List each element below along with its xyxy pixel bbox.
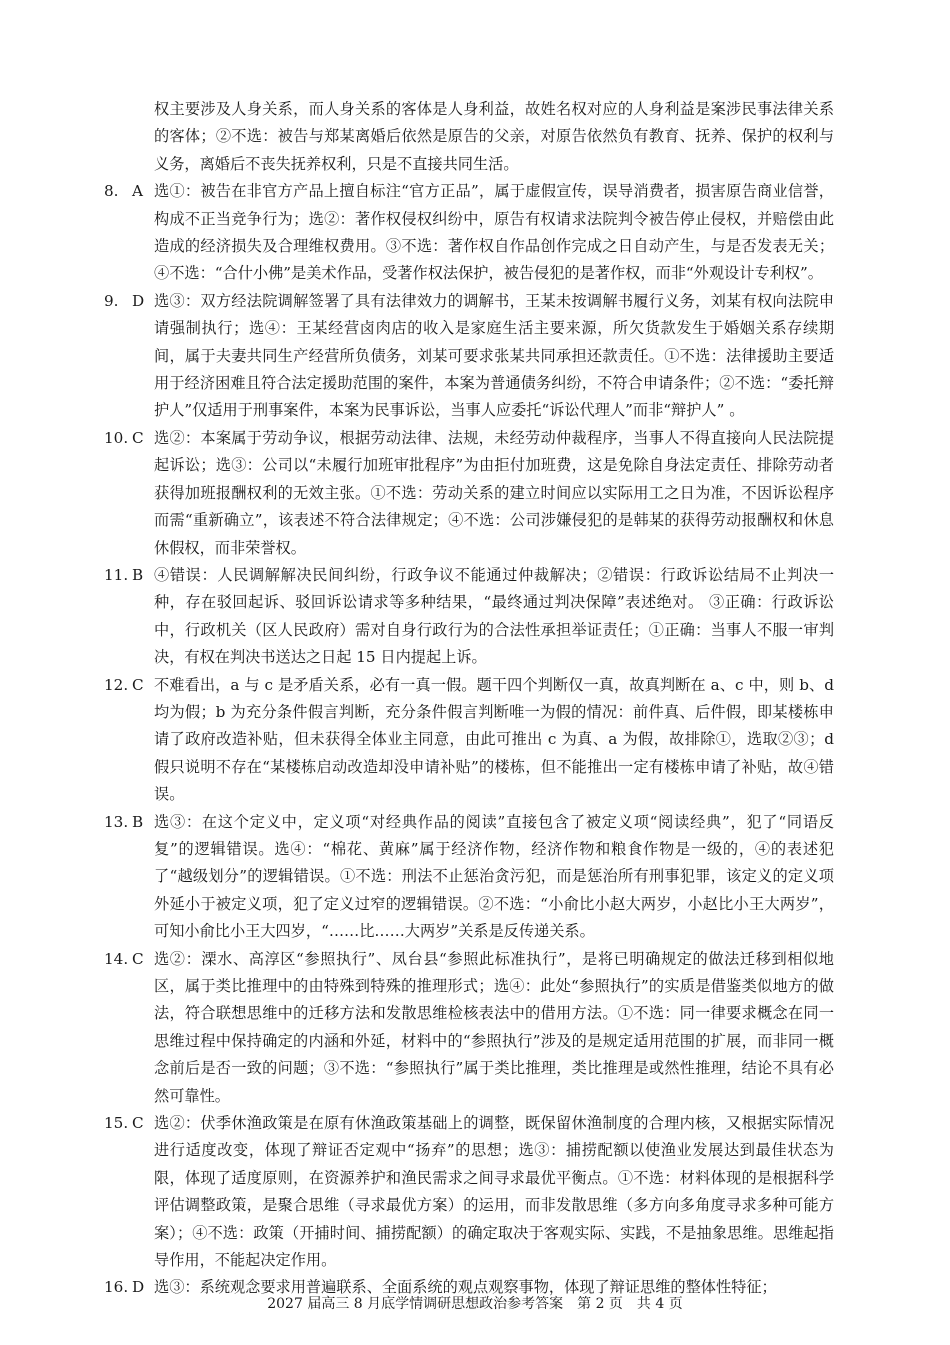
explanation-text: 选②：溧水、高淳区“参照执行”、凤台县“参照此标准执行”，是将已明确规定的做法迁移到相似地区，属于类比推理中的由特殊到特殊的推理形式；选④：此处“参照执行”的实质是借鉴类似地方的做法，符合联想思维中的迁移方法和发散思维检核表法中的借用方法。①不选：同一律要求概念在同一思维过程中保持确定的内涵和外延，材料中的“参照执行”涉及的是规定适用范围的扩展，而非同一概念前后是否一致的问题；③不选：“参照执行”属于类比推理，类比推理是或然性推理，结论不具有必然可靠性。 (154, 949, 834, 1105)
question-number: 13. (104, 812, 129, 831)
answer-item (104, 288, 834, 425)
explanation-text: 选③：系统观念要求用普遍联系、全面系统的观点观察事物，体现了辩证思维的整体性特征； (154, 1278, 777, 1297)
explanation-text: 选①：被告在非官方产品上擅自标注“官方正品”，属于虚假宣传，误导消费者，损害原告商业信誉，构成不正当竞争行为；选②：著作权侵权纠纷中，原告有权请求法院判令被告停止侵权，并赔偿由此造成的经济损失及合理维权费用。③不选：著作权自作品创作完成之日自动产生，与是否发表无关；④不选：“合什小佛”是美术作品，受著作权法保护，被告侵犯的是著作权，而非“外观设计专利权”。 (154, 182, 834, 283)
answer-letter: D (132, 291, 145, 310)
question-number: 12. (104, 675, 129, 694)
answer-item (104, 425, 834, 562)
explanation-text: 选③：双方经法院调解签署了具有法律效力的调解书，王某未按调解书履行义务，刘某有权向法院申请强制执行；选④：王某经营卤肉店的收入是家庭生活主要来源，所欠货款发生于婚姻关系存续期间，属于夫妻共同生产经营所负债务，刘某可要求张某共同承担还款责任。①不选：法律援助主要适用于经济困难且符合法定援助范围的案件，本案为普通债务纠纷，不符合申请条件；②不选：“委托辩护人”仅适用于刑事案件，本案为民事诉讼，当事人应委托“诉讼代理人”而非“辩护人” 。 (154, 291, 834, 420)
explanation-text: 选③：在这个定义中，定义项“对经典作品的阅读”直接包含了被定义项“阅读经典”，犯了“同语反复”的逻辑错误。选④：“棉花、黄麻”属于经济作物，经济作物和粮食作物是一级的，④的表述犯了“越级划分”的逻辑错误。①不选：刑法不止惩治贪污犯，而是惩治所有刑事犯罪，该定义的定义项外延小于被定义项，犯了定义过窄的逻辑错误。②不选：“小俞比小赵大两岁，小赵比小王大两岁”，可知小俞比小王大四岁，“……比……大两岁”关系是反传递关系。 (154, 812, 834, 941)
continuation-paragraph: 权主要涉及人身关系，而人身关系的客体是人身利益，故姓名权对应的人身利益是案涉民事法律关系的客体；②不选：被告与郑某离婚后依然是原告的父亲，对原告依然负有教育、抚养、保护的权利与义务，离婚后不丧失抚养权利，只是不直接共同生活。 (154, 100, 834, 173)
question-number: 15. (104, 1114, 129, 1133)
answer-item (104, 562, 834, 672)
explanation-text: 不难看出，a 与 c 是矛盾关系，必有一真一假。题干四个判断仅一真，故真判断在 a、c 中，则 b、d 均为假；b 为充分条件假言判断，充分条件假言判断唯一为假的情况：前件真、后件假，即某楼栋申请了政府改造补贴，但未获得全体业主同意，由此可推出 c 为真、a 为假，故排除①，选取②③；d 假只说明不存在“某楼栋启动改造却没申请补贴”的楼栋，但不能推出一定有楼栋申请了补贴，故④错误。 (154, 675, 834, 804)
answer-letter: C (132, 675, 144, 694)
answer-item (104, 1110, 834, 1274)
page-footer: 2027 届高三 8 月底学情调研思想政治参考答案 第 2 页 共 4 页 (267, 1296, 683, 1312)
answer-letter: D (132, 1278, 145, 1297)
answer-letter: C (132, 949, 144, 968)
answer-letter: C (132, 428, 144, 447)
answer-item (104, 178, 834, 288)
answer-letter: C (132, 1114, 144, 1133)
explanation-text: 选②：伏季休渔政策是在原有休渔政策基础上的调整，既保留休渔制度的合理内核，又根据实际情况进行适度改变，体现了辩证否定观中“扬弃”的思想；选③：捕捞配额以使渔业发展达到最佳状态为限，体现了适度原则，在资源养护和渔民需求之间寻求最优平衡点。①不选：材料体现的是根据科学评估调整政策，是聚合思维（寻求最优方案）的运用，而非发散思维（多方向多角度寻求多种可能方案）；④不选：政策（开捕时间、捕捞配额）的确定取决于客观实际、实践，不是抽象思维。思维起指导作用，不能起决定作用。 (154, 1114, 834, 1270)
answer-letter: A (132, 182, 143, 201)
answer-item (104, 672, 834, 809)
explanation-text: 选②：本案属于劳动争议，根据劳动法律、法规，未经劳动仲裁程序，当事人不得直接向人民法院提起诉讼；选③：公司以“未履行加班审批程序”为由拒付加班费，这是免除自身法定责任、排除劳动者获得加班报酬权利的无效主张。①不选：劳动关系的建立时间应以实际用工之日为准，不因诉讼程序而需“重新确立”，该表述不符合法律规定；④不选：公司涉嫌侵犯的是韩某的获得劳动报酬权和休息休假权，而非荣誉权。 (154, 428, 834, 557)
answer-letter: B (132, 565, 144, 584)
explanation-text: ④错误：人民调解解决民间纠纷，行政争议不能通过仲裁解决；②错误：行政诉讼结局不止判决一种，存在驳回起诉、驳回诉讼请求等多种结果，“最终通过判决保障”表述绝对。 ③正确：行政诉讼中，行政机关（区人民政府）需对自身行政行为的合法性承担举证责任；①正确：当事人不服一审判决，有权在判决书送达之日起 15 日内提起上诉。 (154, 565, 834, 667)
question-number: 8. (104, 182, 119, 201)
answer-item (104, 809, 834, 946)
question-number: 16. (104, 1278, 129, 1297)
question-number: 14. (104, 949, 129, 968)
answer-item (104, 946, 834, 1110)
question-number: 10. (104, 428, 129, 447)
question-number: 9. (104, 291, 119, 310)
answer-letter: B (132, 812, 144, 831)
answer-content (104, 96, 834, 1302)
question-number: 11. (104, 565, 129, 584)
